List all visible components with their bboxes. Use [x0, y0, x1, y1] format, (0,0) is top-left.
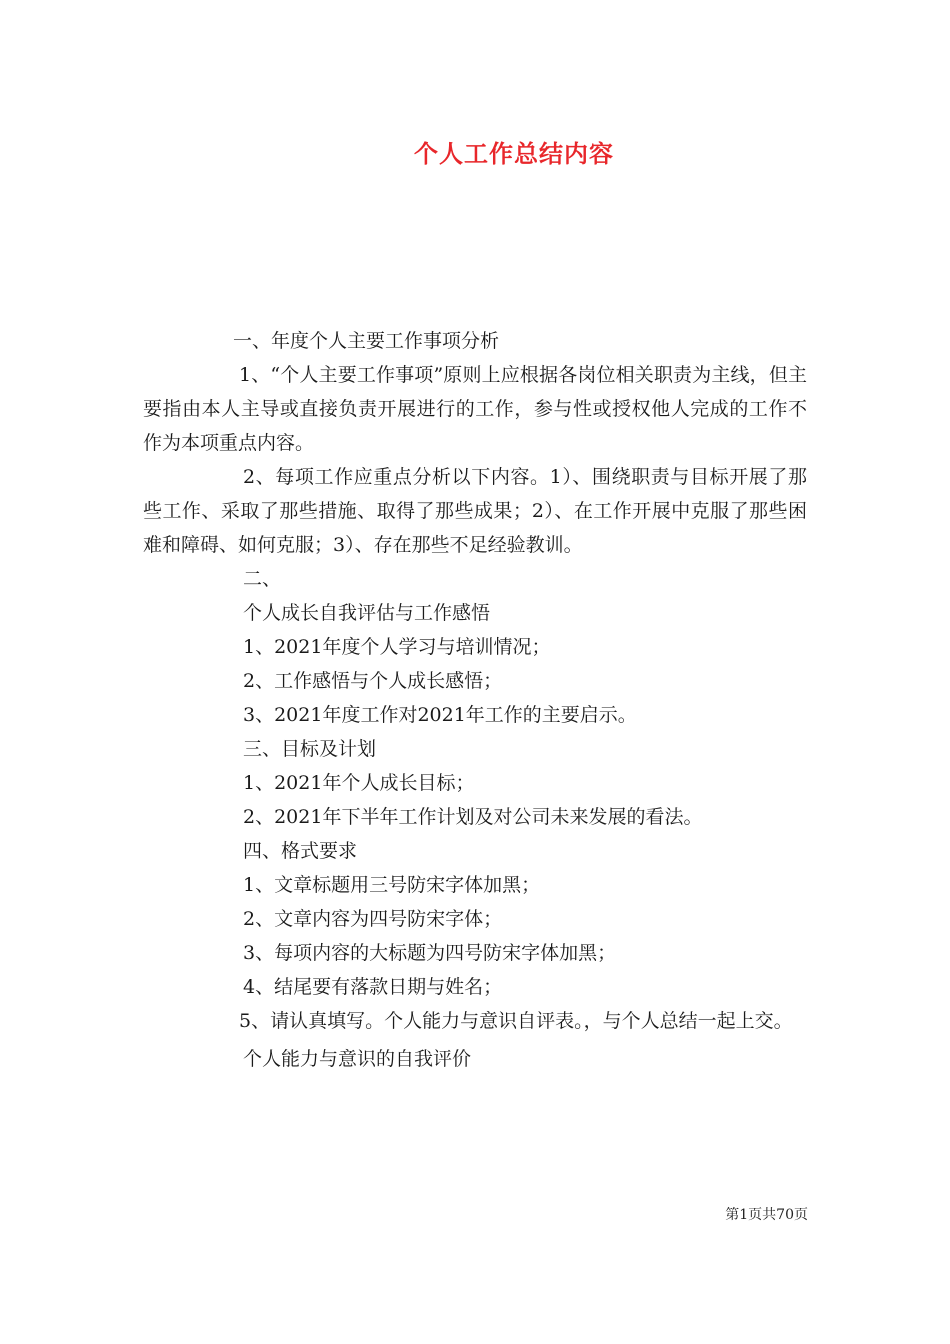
list-item: 3、2021年度工作对2021年工作的主要启示。	[243, 704, 637, 726]
list-item: 4、结尾要有落款日期与姓名；	[243, 976, 503, 998]
section-heading-2-text: 个人成长自我评估与工作感悟	[243, 602, 491, 624]
paragraph: 2、每项工作应重点分析以下内容。1）、围绕职责与目标开展了那些工作、采取了那些措施、取得了那些成果；2）、在工作开展中克服了那些困难和障碍、如何克服；3）、存在那些不足经验教训。	[143, 466, 807, 556]
section-heading-1: 一、年度个人主要工作事项分析	[233, 330, 500, 352]
list-item: 2、工作感悟与个人成长感悟；	[243, 670, 503, 692]
list-item: 2、文章内容为四号防宋字体；	[243, 908, 503, 930]
list-item: 1、2021年个人成长目标；	[243, 772, 475, 794]
list-item: 1、2021年度个人学习与培训情况；	[243, 636, 551, 658]
document-title: 个人工作总结内容	[414, 140, 614, 168]
section-heading-2: 二、	[243, 568, 282, 590]
section-heading-3: 三、目标及计划	[243, 738, 377, 760]
sub-title: 个人能力与意识的自我评价	[243, 1048, 472, 1070]
list-item: 3、每项内容的大标题为四号防宋字体加黑；	[243, 942, 617, 964]
list-item: 2、2021年下半年工作计划及对公司未来发展的看法。	[243, 806, 703, 828]
paragraph: 1、“个人主要工作事项”原则上应根据各岗位相关职责为主线，但主要指由本人主导或直接负责开展进行的工作，参与性或授权他人完成的工作不作为本项重点内容。	[143, 364, 807, 454]
document-body	[143, 324, 807, 1076]
section-heading-4: 四、格式要求	[243, 840, 358, 862]
list-item: 1、文章标题用三号防宋字体加黑；	[243, 874, 541, 896]
page-footer: 第1页共70页	[725, 1207, 808, 1223]
list-item: 5、请认真填写。个人能力与意识自评表。，与个人总结一起上交。	[239, 1010, 793, 1032]
